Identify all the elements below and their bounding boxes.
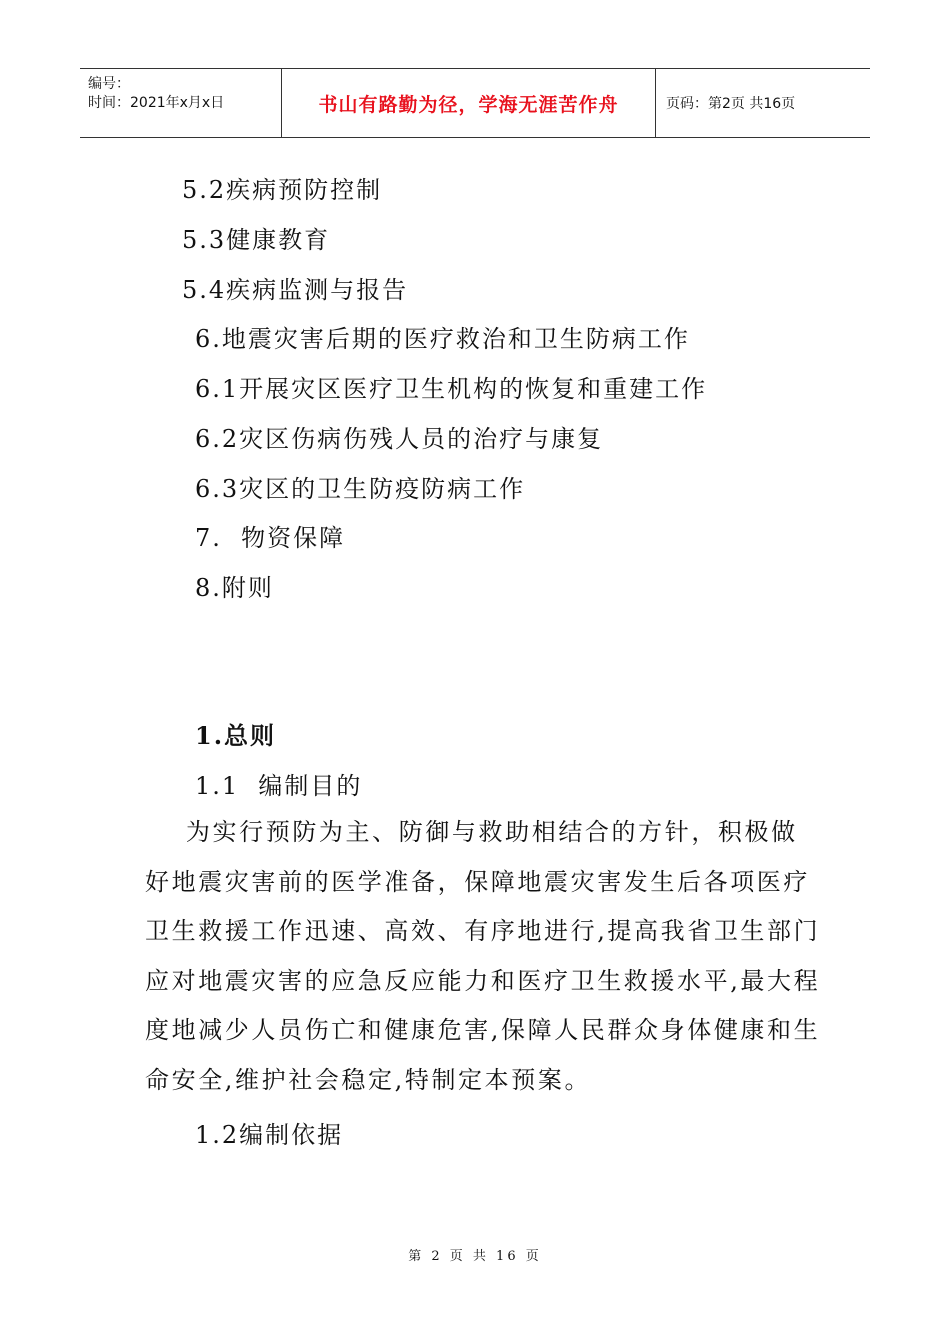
page-footer: 第 2 页 共 16 页 [408,1249,542,1264]
toc-item: 8.附则 [195,574,274,602]
toc-item: 6.3灾区的卫生防疫防病工作 [195,475,526,503]
paragraph-line: 卫生救援工作迅速、高效、有序地进行,提高我省卫生部门 [145,917,821,945]
paragraph-line: 为实行预防为主、防御与救助相结合的方针，积极做 [145,818,798,846]
header-motto-cell [282,69,656,137]
toc-item: 5.4疾病监测与报告 [182,276,409,304]
page-header [80,68,870,138]
body-paragraph [145,808,821,1105]
motto: 书山有路勤为径，学海无涯苦作舟 [318,93,619,116]
toc-item: 7. 物资保障 [195,524,346,552]
page-info: 页码：第2页 共16页 [666,96,796,112]
toc-item: 6.地震灾害后期的医疗救治和卫生防病工作 [195,325,690,353]
toc-item: 5.3健康教育 [182,226,331,254]
paragraph-line: 度地减少人员伤亡和健康危害,保障人民群众身体健康和生 [145,1016,821,1044]
header-page-info [656,69,870,137]
subsection-title: 1.2编制依据 [195,1121,344,1149]
paragraph-line: 应对地震灾害的应急反应能力和医疗卫生救援水平,最大程 [145,966,821,995]
toc-item: 6.2灾区伤病伤残人员的治疗与康复 [195,425,604,453]
time-label: 时间：2021年x月x日 [88,95,225,111]
subsection-title: 1.1 编制目的 [195,772,363,800]
number-label: 编号： [88,76,130,92]
header-meta [80,69,282,137]
section-heading: 1.总则 [195,721,277,750]
toc-item: 6.1开展灾区医疗卫生机构的恢复和重建工作 [195,375,708,403]
paragraph-line: 好地震灾害前的医学准备，保障地震灾害发生后各项医疗 [145,867,810,896]
paragraph-line: 命安全,维护社会稳定,特制定本预案。 [145,1065,592,1094]
toc-item: 5.2疾病预防控制 [182,176,383,204]
